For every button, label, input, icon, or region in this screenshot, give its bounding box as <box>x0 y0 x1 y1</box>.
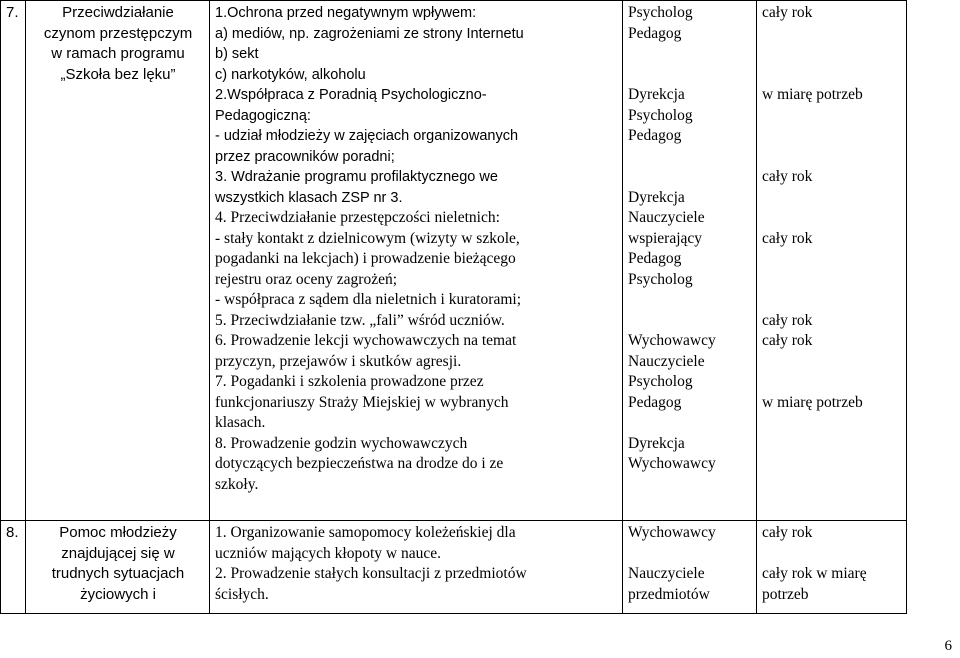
responsible-line: Pedagog <box>628 250 682 267</box>
activity-line: 8. Prowadzenie godzin wychowawczych <box>215 434 468 452</box>
term-line: potrzeb <box>762 585 809 603</box>
row-number-cell <box>1 521 26 614</box>
activity-line: 1.Ochrona przed negatywnym wpływem: <box>215 5 477 21</box>
responsible-line: Psycholog <box>628 373 693 390</box>
blank-line <box>762 24 902 45</box>
responsible-line: Dyrekcja <box>628 86 685 103</box>
activity-line: - udział młodzieży w zajęciach organizowanych <box>215 128 519 144</box>
blank-line <box>762 372 902 393</box>
term-line: cały rok <box>762 311 813 329</box>
blank-line <box>628 544 752 565</box>
activity-line: 1. Organizowanie samopomocy koleżeńskiej dla <box>215 524 516 541</box>
responsible-line: Wychowawcy <box>628 332 716 349</box>
responsible-line: Dyrekcja <box>628 434 685 452</box>
activity-line: - stały kontakt z dzielnicowym (wizyty w szkole, <box>215 229 520 247</box>
activity-line: 2. Prowadzenie stałych konsultacji z przedmiotów <box>215 565 527 582</box>
responsible-line: Dyrekcja <box>628 188 685 206</box>
responsible-line: Nauczyciele <box>628 209 705 226</box>
blank-line <box>762 44 902 65</box>
task-cell <box>26 1 210 521</box>
activity-line: 7. Pogadanki i szkolenia prowadzone przez <box>215 373 484 390</box>
activity-line: ścisłych. <box>215 585 269 603</box>
task-line: życiowych i <box>80 585 156 603</box>
blank-line <box>762 544 902 565</box>
activity-line: uczniów mających kłopoty w nauce. <box>215 544 441 562</box>
task-line: „Szkoła bez lęku” <box>60 65 176 83</box>
row-number: 7. <box>6 4 19 21</box>
blank-line <box>762 352 902 373</box>
term-line: cały rok w miarę <box>762 565 867 582</box>
responsible-line: Wychowawcy <box>628 524 716 541</box>
term-line: cały rok <box>762 4 813 21</box>
term-cell <box>757 1 907 521</box>
blank-line <box>762 290 902 311</box>
responsible-line: Psycholog <box>628 270 693 288</box>
responsible-cell <box>623 1 757 521</box>
blank-line <box>762 249 902 270</box>
blank-line <box>628 413 752 434</box>
blank-line <box>762 65 902 86</box>
responsible-line: przedmiotów <box>628 585 710 603</box>
blank-line <box>628 167 752 188</box>
blank-line <box>762 270 902 291</box>
activity-line: 4. Przeciwdziałanie przestępczości nieletnich: <box>215 209 500 226</box>
activity-line: klasach. <box>215 414 266 431</box>
term-line: cały rok <box>762 332 813 349</box>
activity-line: dotyczących bezpieczeństwa na drodze do i ze <box>215 455 504 472</box>
activity-line: a) mediów, np. zagrożeniami ze strony Internetu <box>215 25 524 42</box>
activity-line: przyczyn, przejawów i skutków agresji. <box>215 352 462 370</box>
term-line: cały rok <box>762 229 813 247</box>
activities-cell <box>210 1 623 521</box>
activity-line: przez pracowników poradni; <box>215 148 395 165</box>
activity-line: Pedagogiczną: <box>215 107 311 124</box>
task-line: Pomoc młodzieży <box>59 524 177 541</box>
table-row <box>1 1 907 521</box>
responsible-line: Pedagog <box>628 24 682 42</box>
activity-line: c) narkotyków, alkoholu <box>215 66 366 83</box>
row-number: 8. <box>6 524 19 541</box>
task-line: znajdującej się w <box>61 544 175 562</box>
activity-line: b) sekt <box>215 46 259 62</box>
responsible-line: Psycholog <box>628 106 693 124</box>
activity-line: pogadanki na lekcjach) i prowadzenie bieżącego <box>215 250 516 267</box>
task-line: Przeciwdziałanie <box>62 4 174 21</box>
blank-line <box>628 44 752 65</box>
activity-line: 3. Wdrażanie programu profilaktycznego we <box>215 169 498 185</box>
blank-line <box>628 65 752 86</box>
task-cell <box>26 521 210 614</box>
blank-line <box>762 208 902 229</box>
activity-line: - współpraca z sądem dla nieletnich i kuratorami; <box>215 291 522 308</box>
row-number-cell <box>1 1 26 521</box>
task-line: czynom przestępczym <box>43 24 193 42</box>
activity-line: 2.Współpraca z Poradnią Psychologiczno- <box>215 87 487 103</box>
task-line: w ramach programu <box>51 45 185 62</box>
activity-line: szkoły. <box>215 475 259 493</box>
blank-line <box>628 311 752 332</box>
task-line: trudnych sytuacjach <box>51 565 185 582</box>
blank-line <box>762 126 902 147</box>
responsible-line: Nauczyciele <box>628 565 705 582</box>
activity-line: wszystkich klasach ZSP nr 3. <box>215 189 403 206</box>
term-line: cały rok <box>762 168 813 185</box>
responsible-line: Pedagog <box>628 127 682 144</box>
responsible-line: Psycholog <box>628 4 693 21</box>
term-cell <box>757 521 907 614</box>
responsible-cell <box>623 521 757 614</box>
table-row <box>1 521 907 614</box>
term-line: w miarę potrzeb <box>762 86 863 103</box>
responsible-line: wspierający <box>628 229 703 247</box>
blank-line <box>762 147 902 168</box>
term-line: cały rok <box>762 524 813 541</box>
activity-line: rejestru oraz oceny zagrożeń; <box>215 270 398 288</box>
page-number: 6 <box>944 638 952 654</box>
responsible-line: Pedagog <box>628 393 682 411</box>
responsible-line: Wychowawcy <box>628 455 716 472</box>
blank-line <box>762 188 902 209</box>
activity-line: 5. Przeciwdziałanie tzw. „fali” wśród uczniów. <box>215 311 505 329</box>
responsible-line: Nauczyciele <box>628 352 705 370</box>
blank-line <box>628 147 752 168</box>
blank-line <box>762 106 902 127</box>
blank-line <box>628 290 752 311</box>
activity-line: 6. Prowadzenie lekcji wychowawczych na temat <box>215 332 517 349</box>
term-line: w miarę potrzeb <box>762 393 863 411</box>
activity-line: funkcjonariuszy Straży Miejskiej w wybranych <box>215 393 509 411</box>
activities-cell <box>210 521 623 614</box>
